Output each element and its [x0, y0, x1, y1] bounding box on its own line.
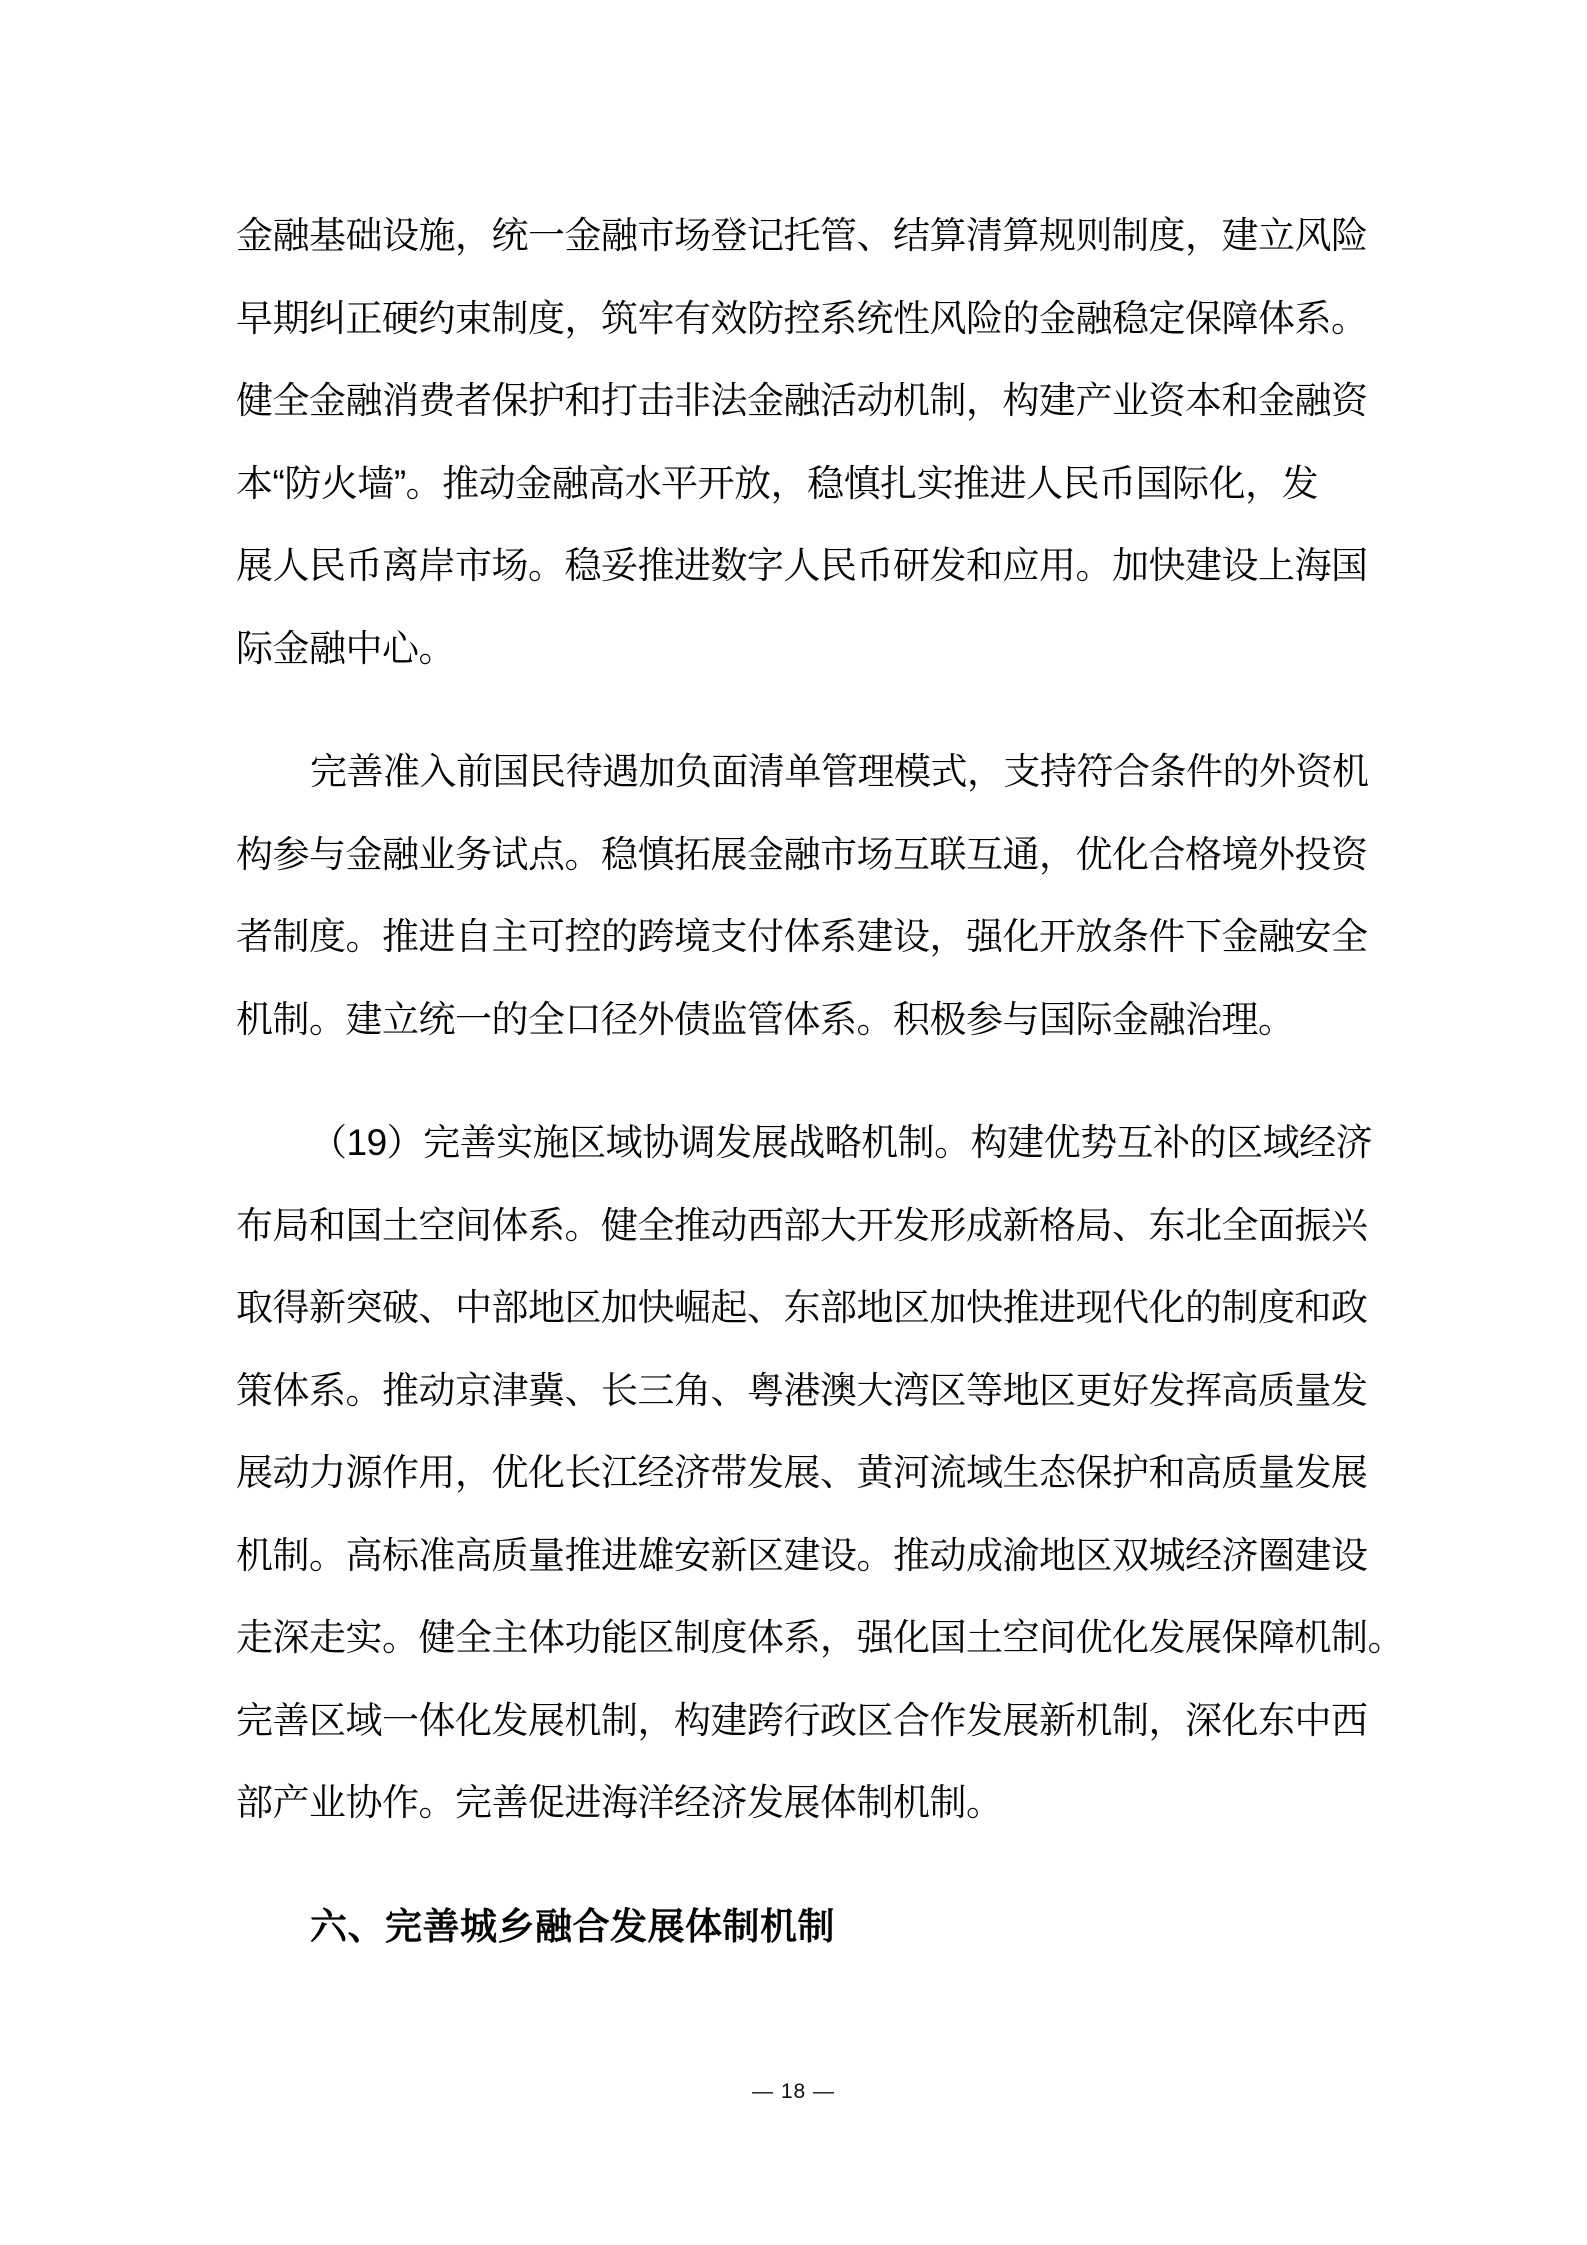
page-number: — 18 — [751, 2080, 836, 2103]
text-line: 布局和国土空间体系。健全推动西部大开发形成新格局、东北全面振兴 [236, 1204, 1368, 1246]
text-line: 者制度。推进自主可控的跨境支付体系建设，强化开放条件下金融安全 [236, 916, 1368, 957]
text-line: 完善准入前国民待遇加负面清单管理模式，支持符合条件的外资机 [310, 751, 1369, 792]
text-line: 展人民币离岸市场。稳妥推进数字人民币研发和应用。加快建设上海国 [236, 545, 1368, 586]
text-line: 早期纠正硬约束制度，筑牢有效防控系统性风险的金融稳定保障体系。 [236, 297, 1368, 339]
text-line: 部产业协作。完善促进海洋经济发展体制机制。 [236, 1782, 1003, 1823]
heading-line: 六、完善城乡融合发展体制机制 [310, 1905, 835, 1947]
text-line: 机制。建立统一的全口径外债监管体系。积极参与国际金融治理。 [236, 998, 1295, 1040]
text-line: 金融基础设施，统一金融市场登记托管、结算清算规则制度，建立风险 [236, 215, 1368, 256]
text-line: 走深走实。健全主体功能区制度体系，强化国土空间优化发展保障机制。 [236, 1617, 1404, 1658]
text-line: 取得新突破、中部地区加快崛起、东部地区加快推进现代化的制度和政 [236, 1287, 1368, 1328]
text-line: 构参与金融业务试点。稳慎拓展金融市场互联互通，优化合格境外投资 [236, 833, 1368, 875]
paragraph [236, 731, 1436, 1061]
text-line: 际金融中心。 [236, 627, 455, 669]
text-line: 本“防火墙”。推动金融高水平开放，稳慎扎实推进人民币国际化，发 [236, 462, 1319, 504]
text-line: 完善区域一体化发展机制，构建跨行政区合作发展新机制，深化东中西 [236, 1699, 1368, 1741]
paragraph [236, 1102, 1436, 1845]
text-line: 策体系。推动京津冀、长三角、粤港澳大湾区等地区更好发挥高质量发 [236, 1369, 1368, 1411]
text-line: （19）完善实施区域协调发展战略机制。构建优势互补的区域经济 [310, 1122, 1373, 1163]
page-footer [0, 2080, 1587, 2104]
document-body [236, 195, 1436, 1968]
text-line: 机制。高标准高质量推进雄安新区建设。推动成渝地区双城经济圈建设 [236, 1534, 1368, 1576]
section-heading [236, 1886, 1436, 1969]
text-line: 健全金融消费者保护和打击非法金融活动机制，构建产业资本和金融资 [236, 380, 1368, 421]
text-line: 展动力源作用，优化长江经济带发展、黄河流域生态保护和高质量发展 [236, 1452, 1368, 1493]
paragraph [236, 195, 1436, 690]
